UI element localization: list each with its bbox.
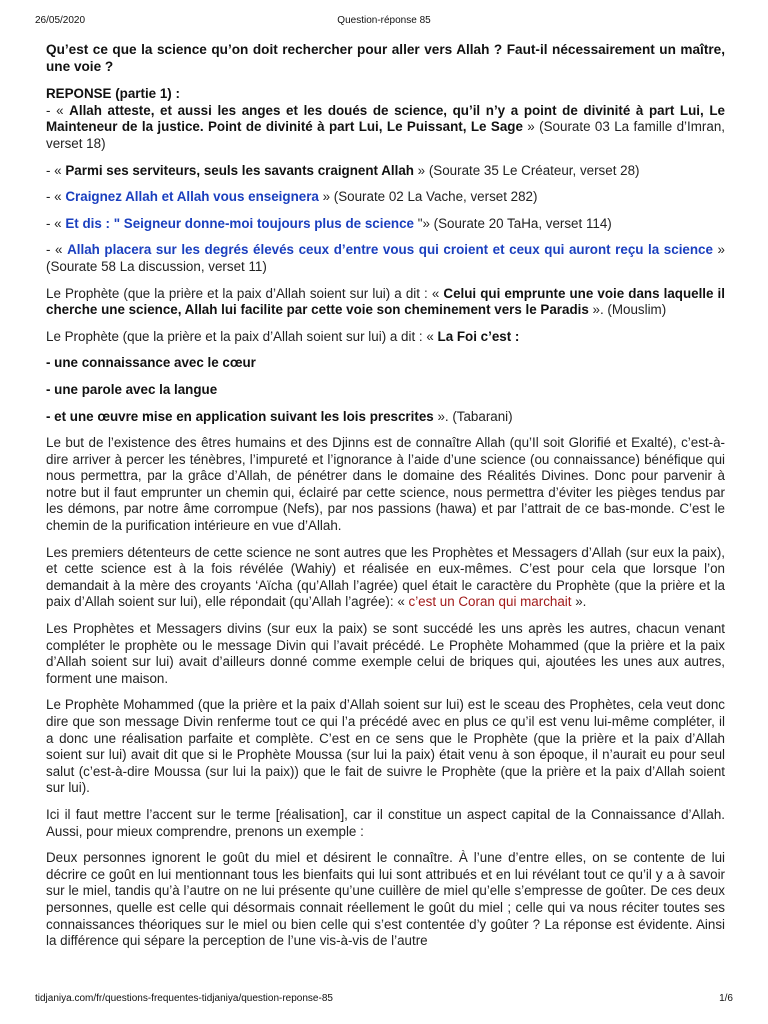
verse-text: Allah placera sur les degrés élevés ceux d’entre vous qui croient et ceux qui auront reçu la science — [67, 242, 713, 258]
verse-5: - « Allah placera sur les degrés élevés ceux d’entre vous qui croient et ceux qui auront reçu la science » (Sourate 58 La discussion, verset 11) — [46, 242, 725, 274]
hadith-1: Le Prophète (que la prière et la paix d’Allah soient sur lui) a dit : « Celui qui emprunte une voie dans laquelle il cherche une science, Allah lui facilite par cette voie son cheminement vers le Paradis ». (Mouslim) — [46, 285, 726, 318]
page-number: 1/6 — [719, 993, 733, 1004]
paragraph-6: Deux personnes ignorent le goût du miel et désirent le connaître. À l’une d’entre elles, on se contente de lui décrire ce goût en lui mentionnant tous les bienfaits qui lui sont attribués et en lui révélant tout ce qu’il y a à savoir sur le miel, tandis qu’à l’autre on ne lui présente qu’une cuillère de miel qu’elle s’empresse de goûter. De ces deux personnes, quelle est celle qui désormais connait réellement le goût du miel ; celle qui va nous réciter toutes ses connaissances théoriques sur le miel ou bien celle qui s’est contentée d’y goûter ? La réponse est évidente. Ainsi la différence qui sépare la perception de l’une vis-à-vis de l’autre — [46, 850, 725, 949]
verse-4: - « Et dis : " Seigneur donne-moi toujours plus de science "» (Sourate 20 TaHa, verset 114) — [46, 215, 612, 231]
page-footer — [35, 993, 733, 1007]
question-heading: Qu’est ce que la science qu’on doit rechercher pour aller vers Allah ? Faut-il nécessairement un maître, une voie ? — [46, 42, 725, 74]
paragraph-4: Le Prophète Mohammed (que la prière et la paix d’Allah soient sur lui) est le sceau des Prophètes, cela veut donc dire que son message Divin renferme tout ce qui l’a précédé avec en plus ce qu’il est venu lui-même compléter, il a donc une réalisation parfaite et complète. C’est en ce sens que le Prophète (que la prière et la paix d’Allah soient sur lui) avait dit que si le Prophète Moussa (sur lui la paix) était venu à son époque, il n’aurait eu pour seul salut (c’est-à-dire Moussa (sur lui la paix)) que le fait de suivre le Prophète (que la prière et la paix d’Allah soient sur lui). — [46, 697, 725, 796]
hadith-2: Le Prophète (que la prière et la paix d’Allah soient sur lui) a dit : « La Foi c’est : — [46, 328, 520, 344]
page-title: Question-réponse 85 — [337, 15, 431, 26]
foi-item-2: - une parole avec la langue — [46, 381, 218, 397]
verse-text: Et dis : " Seigneur donne-moi toujours plus de science — [65, 215, 414, 231]
paragraph-1: Le but de l’existence des êtres humains et des Djinns est de connaître Allah (qu’Il soit Glorifié et Exalté), c’est-à-dire arriver à percer les ténèbres, l’impureté et l’ignorance à l’aide d’une science (ou connaissance) bénéfique qui nous permettra, par la grâce d’Allah, de pénétrer dans le domaine des Réalités Divines. Donc pour parvenir à notre but il faut emprunter un chemin qui, éclairé par cette science, nous permettra d’éviter les pièges tendus par les démons, par notre âme corrompue (Nefs), par nos passions (hawa) et par l’attrait de ce bas-monde. C’est le chemin de la purification intérieure en vue d’Allah. — [46, 435, 725, 534]
hadith-text: Celui qui emprunte une voie dans laquelle il cherche une science, Allah lui facilite par cette voie son cheminement vers le Paradis — [46, 285, 726, 318]
foi-item-3: - et une œuvre mise en application suivant les lois prescrites ». (Tabarani) — [46, 408, 513, 424]
print-date: 26/05/2020 — [35, 15, 86, 26]
aicha-quote: c’est un Coran qui marchait — [408, 594, 572, 610]
foi-item-1: - une connaissance avec le cœur — [46, 355, 256, 371]
verse-3: - « Craignez Allah et Allah vous enseignera » (Sourate 02 La Vache, verset 282) — [46, 189, 538, 205]
article-body — [46, 42, 725, 960]
verse-text: Craignez Allah et Allah vous enseignera — [65, 189, 319, 205]
reponse-heading: REPONSE (partie 1) : — [46, 86, 180, 102]
paragraph-5: Ici il faut mettre l’accent sur le terme [réalisation], car il constitue un aspect capital de la Connaissance d’Allah. Aussi, pour mieux comprendre, prenons un exemple : — [46, 806, 725, 839]
verse-text: Allah atteste, et aussi les anges et les doués de science, qu’il n’y a point de divinité à part Lui, Le Mainteneur de la justice. Point de divinité à part Lui, Le Puissant, Le Sage — [46, 102, 725, 135]
verse-text: Parmi ses serviteurs, seuls les savants craignent Allah — [65, 162, 414, 178]
paragraph-3: Les Prophètes et Messagers divins (sur eux la paix) se sont succédé les uns après les autres, chacun venant compléter le prophète ou le message Divin qui l’avait précédé. Le Prophète Mohammed (que la prière et la paix d’Allah soient sur lui) avait d’ailleurs donné comme exemple celui de briques qui, ajoutées les unes aux autres, forment une maison. — [46, 621, 725, 686]
paragraph-2: Les premiers détenteurs de cette science ne sont autres que les Prophètes et Messagers d’Allah (sur eux la paix), et cette science est à la fois révélée (Wahiy) et réalisée en eux-mêmes. C’est pour cela que lorsque l’on demandait à la mère des croyants ‘Aïcha (qu’Allah l’agrée) quel était le caractère du Prophète (que la prière et la paix d’Allah soient sur lui), elle répondait (qu’Allah l’agrée): « c’est un Coran qui marchait ». — [46, 544, 725, 610]
page-header — [35, 15, 733, 29]
source-url: tidjaniya.com/fr/questions-frequentes-tidjaniya/question-reponse-85 — [35, 993, 333, 1004]
hadith-text: La Foi c’est : — [437, 328, 520, 344]
verse-1: - « Allah atteste, et aussi les anges et les doués de science, qu’il n’y a point de divinité à part Lui, Le Mainteneur de la justice. Point de divinité à part Lui, Le Puissant, Le Sage » (Sourate 03 La famille d’Imran, verset 18) — [46, 102, 725, 151]
verse-2: - « Parmi ses serviteurs, seuls les savants craignent Allah » (Sourate 35 Le Créateur, verset 28) — [46, 162, 640, 178]
